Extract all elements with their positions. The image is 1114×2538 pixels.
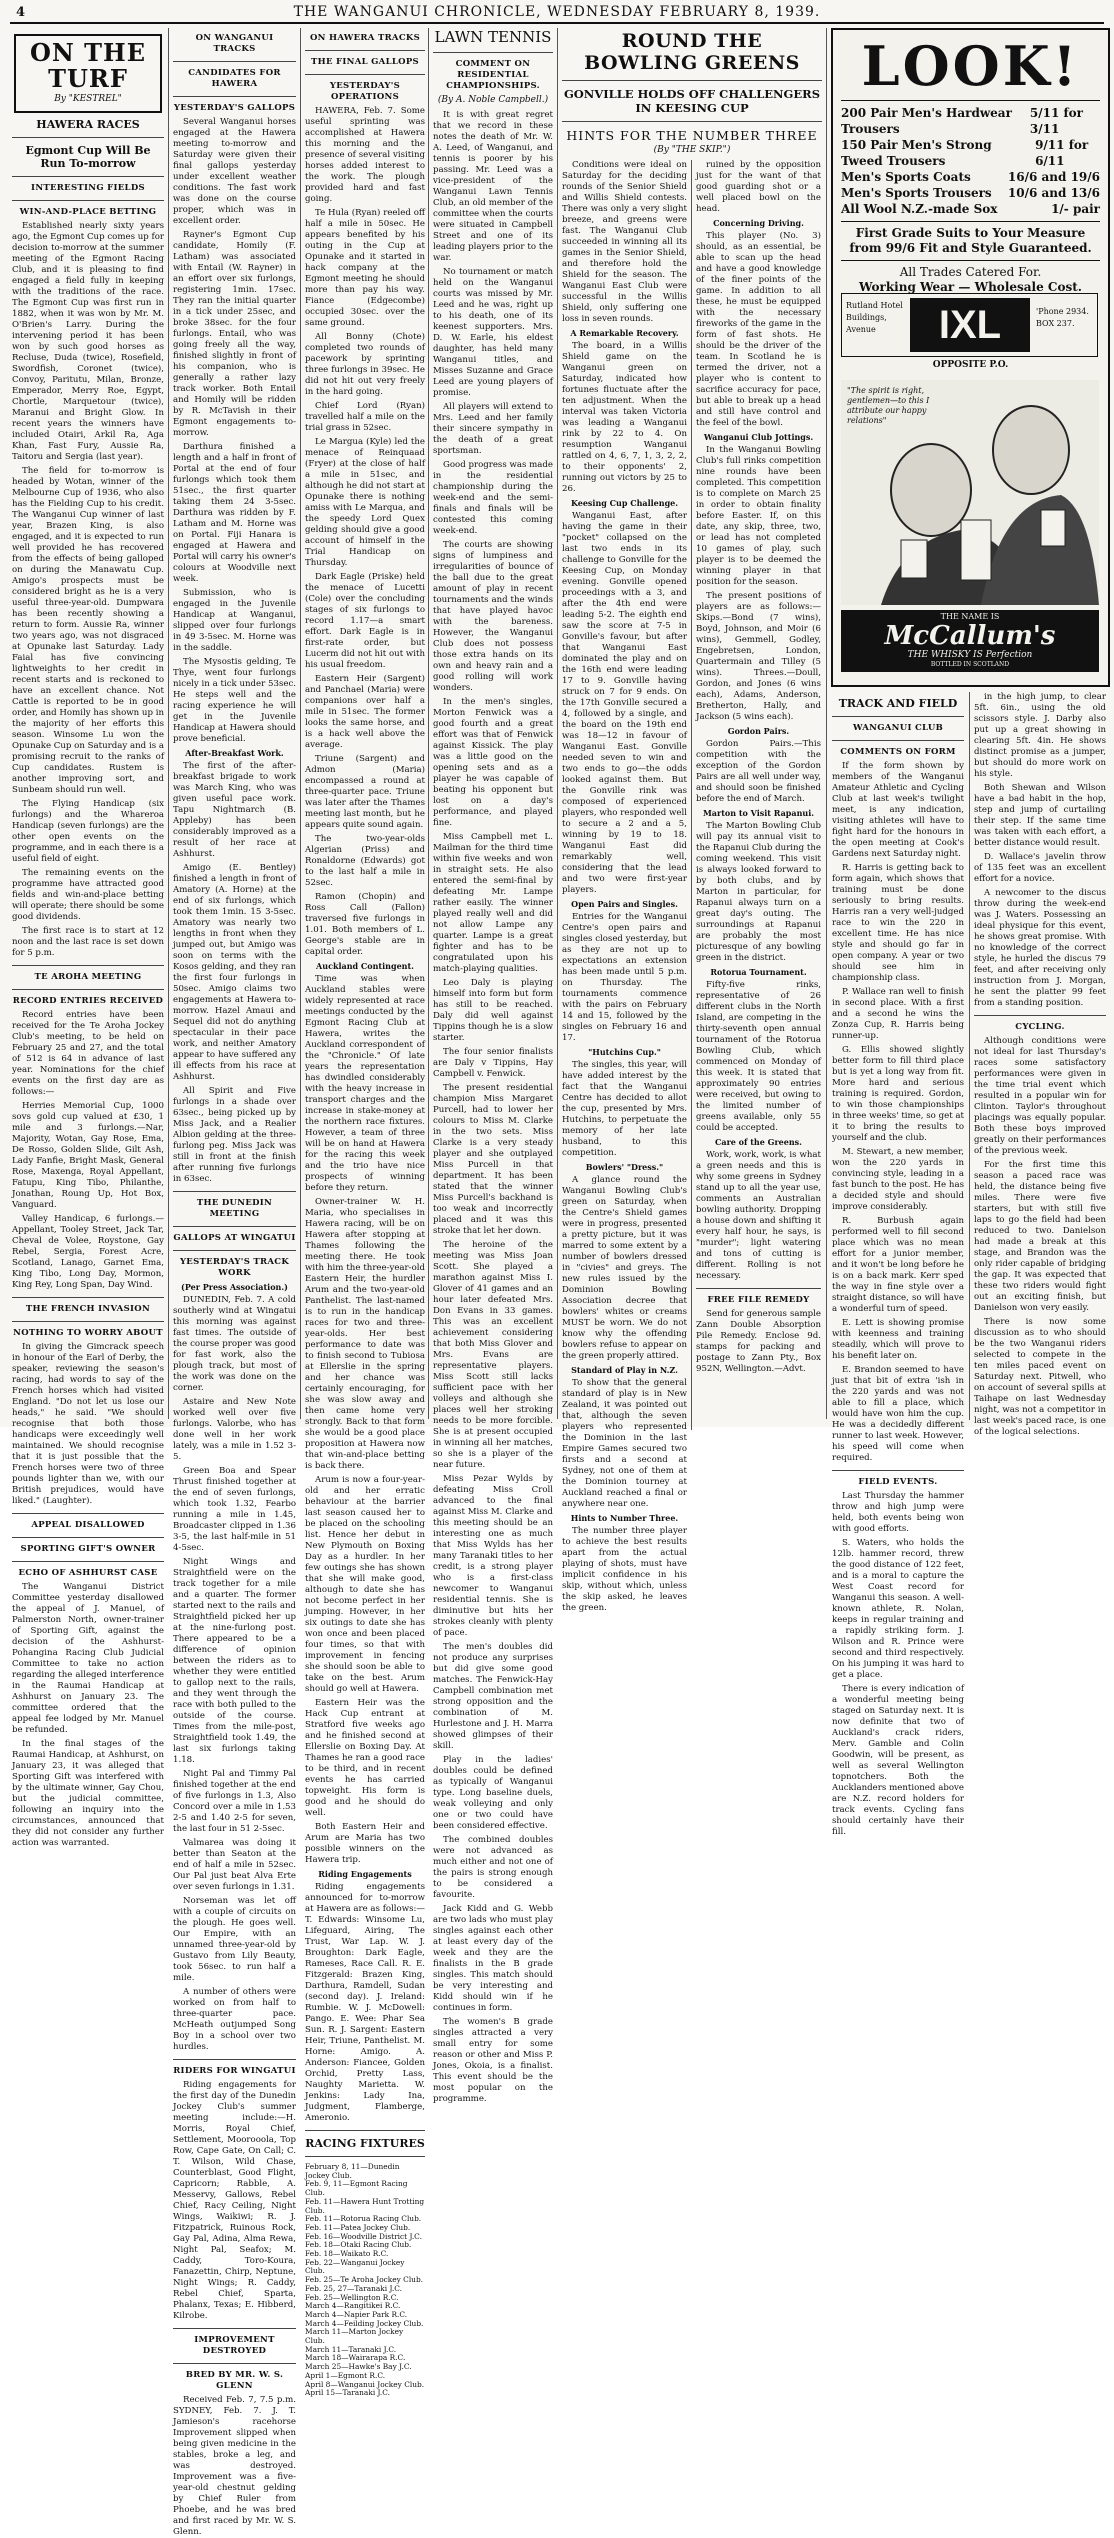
trades-text: All Trades Catered For. [899,265,1042,279]
article-paragraph: The heroine of the meeting was Miss Joan Scott. She played a marathon against Miss I. Glover of 41 games and an hour later defeated Mrs. Don Evans in 33 games. This was an excellent achievement considering that both Miss Glover and Mrs. Evans are representative players. Miss Scott still lacks sufficient pace with her volleys and although she places well her stroking needs to be more forcible. She is at present occupied in winning all her matches, so she is a player of the near future. [433,1240,553,1470]
article-paragraph: Eastern Heir (Sargent) and Panchael (Maria) were companions over half a mile in 51sec. The former looks the same horse, and is a hack well above the average. [305,674,425,750]
price-line-label: Men's Sports Trousers [841,186,992,200]
track-field-section [832,692,1107,1837]
fixture-item: Feb. 18—Otaki Racing Club. [305,2240,412,2250]
article-paragraph: Darthura finished a length and a half in front of Portal at the end of four furlongs which took them 51sec., the first quarter taking them 24 3-5sec. Darthura was ridden by F. Latham and M. Horne was on Portal. Fiji Hanara is engaged at Hawera and Portal will carry his owner's colours at Woodville next week. [173,442,296,584]
article-paragraph: All players will extend to Mrs. Leed and her family their sincere sympathy in the death of a great sportsman. [433,402,553,456]
fixtures-list [305,2163,425,2398]
article-paragraph: The board, in a Willis Shield game on the Wanganui green on Saturday, indicated how fortunes fluctuate after the ten adjustment. When the interval was taken Victoria was leading a Wanganui rink by 22 to 4. On resumption Wanganui rattled on 4, 6, 7, 1, 3, 2, 2, to their opponents' 2, running out victors by 25 to 26. [562,341,687,494]
article-paragraph: The Wanganui District Committee yesterday disallowed the appeal of J. Manuel, of Palmerston North, owner-trainer of Sporting Gift, against the decision of the Ashhurst-Pohangina Racing Club Judicial Committee to take no action regarding the alleged interference in the Raumai Handicap at Ashhurst on January 23. The committee ordered that the appeal fee lodged by Mr. Manuel be refunded. [12,1582,164,1735]
subheading: Rotorua Tournament. [710,967,807,977]
article-paragraph: The present residential champion Miss Margaret Purcell, had to lower her colours to Miss M. Clarke in the two sets. Miss Clarke is a very steady player and she outplayed Miss Purcell in that department. It has been stated that the winner Miss Purcell's backhand is too weak and incorrectly placed and it was this stroke that let her down. [433,1083,553,1236]
article-paragraph: The men's doubles did not produce any surprises but did give some good matches. The Fenwick-Hay Campbell combination met strong opposition and the combination of M. Hurlestone and J. H. Marra showed glimpses of their skill. [433,1642,553,1751]
article-paragraph: The field for to-morrow is headed by Wotan, winner of the Melbourne Cup of 1936, who also has the Fielding Cup to his credit. The Wanganui Cup winner of last year, Brazen King, is also engaged, and it is expected to run well provided he has recovered from the effects of being galloped on during the Manawatu Cup. Amigo's prospects must be considered bright as he is a very useful three-year-old. Dumpwara has been recently showing a return to form. Aussie Ra, winner two years ago, was not disgraced at Opunake last Saturday. Lady Faial has five convincing lightweights to her credit in recent starts and is reckoned to have an excellent chance. Not Cattle is reported to be in good order, and Homily has shown up in the majority of her efforts this season. Winsome Lu won the Opunake Cup on Saturday and is a promising recruit to the ranks of Cup candidates. Rustem is another improving sort, and Sunbeam should run well. [12,466,164,795]
article-paragraph: S. Waters, who holds the 12lb. hammer record, threw the good distance of 122 feet, and is a moral to capture the West Coast record for Wanganui this season. A well-known athlete, R. Nolan, keeps in regular training and a rapidly striking form. J. Wilson and R. Prince were second and third respectively. On his jumping it was hard to get a place. [832,1538,964,1680]
article-paragraph: The remaining events on the programme have attracted good fields and win-and-place betting will operate; there should be some good dividends. [12,868,164,922]
article-paragraph: D. Wallace's javelin throw of 135 feet was an excellent effort for a novice. [974,852,1106,884]
price-line-price: 1/- pair [1051,202,1100,216]
article-paragraph: Night Pal and Timmy Pal finished together at the end of five furlongs in 1.3, Also Concord over a mile in 1.53 2-5 and 1.40 2-5 for seven, the last four in 51 2-5sec. [173,1769,296,1834]
article-paragraph: Established nearly sixty years ago, the Egmont Cup comes up for decision to-morrow at the summer meeting of the Egmont Racing Club, and it is pleasing to find engaged a field fully in keeping with the traditions of the race. The Egmont Cup was first run in 1882, when it was won by Mr. M. O'Brien's Larry. During the intervening period it has been won by such good horses as Recluse, Duda (twice), Rosefield, Swordfish, Coronet (twice), Convoy, Paritutu, Milan, Bronze, Emperador, Merry Roe, Egypt, Chortle, Marquetour (twice), Maranui and Bright Glow. In recent years the winners have included Otairi, Arkil Ra, Aga Khan, Fast Fury, Aussie Ra, Taitoru and Sergia (last year). [12,221,164,462]
riding-engagements-heading: Riding Engagements [318,1869,412,1879]
subheading: Marton to Visit Rapanui. [702,808,815,818]
turf-title: ON THE TURF [29,38,147,93]
column-rule [168,28,169,1419]
article-paragraph: E. Lett is showing promise with keenness and training steadily, which will prove to his benefit later on. [832,1318,964,1361]
article-paragraph: This player (No. 3) should, as an essential, be able to scan up the head and have a good knowledge of the finer points of the game. In addition to all these, he must be equipped with the necessary fireworks of the game in the form of fast shots. He should be the driver of the team. In Scotland he is termed the driver, not a player who is content to sacrifice accuracy for pace, but able to break up a head and still have control and the feel of the bowl. [696,231,821,428]
price-line [833,169,1108,185]
article-paragraph: In the Wanganui Bowling Club's full rinks competition nine rounds have been completed. This competition is to complete on March 25 in order to obtain finality before Easter. If, on this date, any skip, three, two, or lead has not completed 10 games of play, such player is to be deemed the winning player in that position for the season. [696,445,821,587]
article-paragraph: No tournament or match held on the Wanganui courts was missed by Mr. Leed and he was, right up to his death, one of its keenest supporters. Mrs. D. W. Earle, his eldest daughter, has held many Wanganui titles, and Misses Suzanne and Grace Leed are young players of promise. [433,267,553,398]
article-paragraph: Night Wings and Straightfield were on the track together for a mile and a quarter. The former started next to the rails and Straightfield picked her up at the nine-furlong post. There appeared to be a difference of opinion between the riders as to whether they were entitled to gallop next to the rails, and they went through the race with both pulled to the outside of the course. Times from the mile-post, Straightfield took 1.49, the last six furlongs taking 1.18. [173,1557,296,1765]
article-paragraph: All Spirit and Five furlongs in a shade over 63sec., being picked up by Miss Jack, and a Realier Albion gelding at the three-furlong peg. Miss Jack was still in front at the finish after running five furlongs in 63sec. [173,1086,296,1184]
subheading: Bowlers' "Dress." [585,1162,664,1172]
article-paragraph: The courts are showing signs of lumpiness and irregularities of bounce of the ball due to the great amount of play in recent tournaments and the winds that have played havoc with the bareness. However, the Wanganui Club does not possess those extra hands on its own and heavy rain and a good rolling will work wonders. [433,540,553,693]
article-paragraph: In the men's singles, Morton Fenwick was a good fourth and a great effort was that of Fenwick against Kissick. The play was a little good on the opening sets and as a player he was capable of beating his opponent but lost on a day's performance, and played fine. [433,697,553,828]
mccallum-brand: McCallum's [884,621,1056,651]
article-paragraph: Both Shewan and Wilson have a bad habit in the hop, step and jump of curtailing their step. If the same time was taken with each effort, a better distance would result. [974,783,1106,848]
turf-byline: By "KESTREL" [54,94,122,104]
bred-by-heading: BRED BY MR. W. S. GLENN [185,2370,284,2391]
lawn-tennis-column [433,28,553,2104]
article-paragraph: Le Margua (Kyle) led the menace of Reinquaad (Fryer) at the close of half a mile in 51sec, and although he did not start at Opunake there is nothing amiss with Le Marqua, and the speedy Lord Quex gelding should give a good account of himself in the Trial Handicap on Thursday. [305,437,425,568]
bowling-right-column [696,160,821,1430]
wingatui-gallops-heading: GALLOPS AT WINGATUI [173,1233,296,1243]
fixture-item: April 1—Egmont R.C. [305,2370,386,2380]
article-paragraph: In the final stages of the Raumai Handicap, at Ashhurst, on January 23, it was alleged that Sporting Gift was interfered with by the ultimate winner, Gay Chou, but the judicial committee, following an inquiry into the circumstances, announced that they did not consider any further action was warranted. [12,1739,164,1848]
price-line-label: All Wool N.Z.-made Sox [841,202,998,216]
price-line-label: 200 Pair Men's Hardwear Trousers [841,106,1012,136]
article-paragraph: In giving the Gimcrack speech in honour of the Earl of Derby, the speaker, reviewing the season's racing, had words to say of the French horses which had visited England. "Do not let us lose our heads," he said. "We should recognise that both those handicaps were exceedingly well maintained. We should recognise that it is just possible that the French horses were two of three pounds lighter than we, with our British prejudices, would have liked." (Laughter). [12,1342,164,1506]
bowling-title: ROUND THE BOWLING GREENS [584,30,800,74]
advertisement-text: Send for generous sample Zann Double Absorption Pile Remedy. Enclose 9d. stamps for packing and postage to Zann Pty., Box 952N, Wellington.—Advt. [696,1309,821,1374]
clothing-advertisement [831,28,1110,687]
article-paragraph: Fifty-five rinks, representative of 26 different clubs in the North Island, are competing in the thirty-seventh open annual tournament of the Rotorua Bowling Club, which commenced on Monday of this week. It is stated that approximately 90 entries were received, but owing to the limited number of greens available, only 55 could be accepted. [696,980,821,1133]
ixl-logo-block [841,293,1098,357]
price-line-price: 5/11 for 3/11 [1029,106,1083,136]
fixture-item: Feb. 11—Hawera Hunt Trotting Club. [305,2196,425,2215]
wanganui-tracks-heading: ON WANGANUI TRACKS [195,33,274,54]
fixture-item: March 18—Wairarapa R.C. [305,2353,406,2363]
article-paragraph: G. Ellis showed slightly better form to fill third place but is yet a long way from fit. More hard and serious training is required. Gordon, to win those championships in three weeks' time, so get at it to bring the results to yourself and the club. [832,1045,964,1143]
article-paragraph: Play in the ladies' doubles could be defined as typically of Wanganui type. Long baseline duels, weak volleying and only one or two could have been considered effective. [433,1755,553,1831]
article-paragraph: Valley Handicap, 6 furlongs.—Appellant, Tooley Street, Jack Tar, Cheval de Volee, Roystone, Gay Rebel, Sergia, Forest Acre, Scotland, Lanago, Garnet Ema, King Tibo, Long Day, Mormon, King Rey, Long Span, Day Wind. [12,1214,164,1290]
improvement-destroyed-heading: IMPROVEMENT DESTROYED [194,2335,275,2356]
measure-text: First Grade Suits to Your Measure from 99/6 Fit and Style Guaranteed. [849,226,1092,255]
subheading: Hints to Number Three. [570,1513,679,1523]
fixture-item: February 8, 11—Dunedin Jockey Club. [305,2162,400,2180]
article-paragraph: Norseman was let off with a couple of circuits on the plough. He goes well. Our Empire, with an unnamed three-year-old by Gustavo from Lily Beauty, took 56sec. to run half a mile. [173,1896,296,1983]
turf-title-box [14,34,162,113]
fixture-item: March 25—Hawke's Bay J.C. [305,2362,412,2372]
interesting-fields-heading: INTERESTING FIELDS [31,183,145,193]
article-paragraph: Good progress was made in the residential championship during the week-end and the semi-finals and finals will be contested this coming week-end. [433,460,553,536]
newspaper-title: THE WANGANUI CHRONICLE, WEDNESDAY FEBRUARY 8, 1939. [293,4,821,20]
fixture-item: Feb. 25—Wellington R.C. [305,2292,399,2302]
article-paragraph: Jack Kidd and G. Webb are two lads who must play singles against each other at least every day of the week and they are the finalists in the B grade singles. This match should be very interesting and Kidd should win if he continues in form. [433,1904,553,2013]
article-paragraph: Valmarea was doing it better than Seaton at the end of half a mile in 52sec. Our Pal just beat Alva Erte over seven furlongs in 1.31. [173,1838,296,1892]
men-toasting-illustration [841,380,1099,605]
french-invasion-heading: THE FRENCH INVASION [25,1304,151,1314]
ixl-phone: 'Phone 2934. BOX 237. [1036,307,1089,328]
comments-on-form-heading: COMMENTS ON FORM [840,747,956,757]
fixture-item: March 4—Napier Park R.C. [305,2309,408,2319]
article-paragraph: There is now some discussion as to who should be the two Wanganui riders selected to compete in the ten miles paced event on Saturday next. Pitwell, who on account of several spills at Taihape on last Wednesday night, was not a competitor in last week's paced race, is one of the logical selections. [974,1317,1106,1437]
fixture-item: Feb. 11—Rotorua Racing Club. [305,2214,422,2224]
article-paragraph: Eastern Heir was the Hack Cup entrant at Stratford five weeks ago and he finished second at Ellerslie on Boxing Day. At Thames he ran a good race to be third, and in recent events he has carried topweight. His form is good and he should do well. [305,1698,425,1818]
tennis-byline: (By A. Noble Campbell.) [437,95,549,105]
subheading: Wanganui Club Jottings. [703,432,814,442]
subheading: "Hutchins Cup." [588,1047,661,1057]
article-paragraph: Arum is now a four-year-old and her erratic behaviour at the barrier last season caused her to be placed on the schooling list. Hence her debut in New Plymouth on Boxing Day as a hurdler. In her few outings she has shown that she will make good, although to date she has not become perfect in her jumping. However, in her six outings to date she has won once and been placed four times, so that with improvement in fencing she should soon be able to take on the best. Arum should go well at Hawera. [305,1475,425,1694]
article-paragraph: Submission, who is engaged in the Juvenile Handicap at Wanganui, slipped over four furlongs in 49 3-5sec. M. Horne was in the saddle. [173,588,296,653]
article-paragraph: Rayner's Egmont Cup candidate, Homily (F. Latham) was associated with Entail (W. Rayner) in an effort over six furlongs, registering 1min. 17sec. They ran the initial quarter in a tick under 25sec, and broke 38sec. for the four furlongs. Entail, who was going freely all the way, finished slightly in front of his companion, who is generally a rather lazy track worker. Both Entail and Homily will be ridden by R. McTavish in their Egmont engagements to-morrow. [173,230,296,438]
article-paragraph: The number three player to achieve the best results apart from the actual playing of shots, must have implicit confidence in his skip, without which, unless the skip asked, he leaves the green. [562,1526,687,1613]
bowling-byline: (By "THE SKIP.") [653,145,731,155]
cycling-heading: CYCLING. [1015,1022,1065,1032]
article-paragraph: Conditions were ideal on Saturday for the deciding rounds of the Senior Shield and Willis Shield contests. There was only a very slight breeze, and greens were fast. The Wanganui Club succeeded in winning all its games in the Senior Shield, and therefore hold the Shield for the season. The Wanganui East Club were successful in the Willis Shield, only suffering one loss in seven rounds. [562,160,687,324]
fixture-item: Feb. 25—Te Aroha Jockey Club. [305,2275,424,2285]
column-rule [557,28,558,1419]
turf-column [12,28,164,1848]
egmont-cup-heading: Egmont Cup Will Be Run To-morrow [25,144,151,170]
track-work-heading: YESTERDAY'S TRACK WORK [179,1257,290,1278]
fixture-item: Feb. 9, 11—Egmont Racing Club. [305,2179,408,2198]
article-paragraph: It is with great regret that we record in these notes the death of Mr. W. A. Leed, of Wanganui, and tennis is poorer by his passing. Mr. Leed was a vice-president of the Wanganui Lawn Tennis Club, an old member of the committee when the courts were situated in Campbell Street and one of its leading players prior to the war. [433,110,553,263]
fixture-item: April 8—Wanganui Jockey Club. [305,2379,425,2389]
subheading: Concerning Driving. [713,218,804,228]
hawera-tracks-column [305,28,425,2398]
bowling-left-column [562,160,687,1613]
te-aroha-heading: TE AROHA MEETING [34,972,142,982]
appeal-heading: APPEAL DISALLOWED [31,1520,145,1530]
price-line-label: Men's Sports Coats [841,170,971,184]
article-paragraph: Herries Memorial Cup, 1000 sovs gold cup valued at £30, 1 mile and 3 furlongs.—Nar, Majority, Wotan, Gay Rose, Ema, De Rosso, Golden Slide, Gilt Ash, Lady Fanfie, Bright Mask, General Rose, Maxenga, Royal Appellant, Fatupu, King Tibo, Philanthe, Jonathan, Roung Up, Hot Box, Vanguard. [12,1101,164,1210]
nothing-to-worry-heading: NOTHING TO WORRY ABOUT [13,1328,163,1338]
article-paragraph: The four senior finalists are Daly v Tippins, Hay Campbell v. Fenwick. [433,1047,553,1079]
track-right-column [974,692,1106,1437]
field-events-heading: FIELD EVENTS. [858,1477,938,1487]
subheading: Care of the Greens. [715,1137,802,1147]
candidates-heading: CANDIDATES FOR HAWERA [188,68,281,89]
article-paragraph: Riding engagements announced for to-morrow at Hawera are as follows:—T. Edwards: Winsome Lu, Lifeguard, Airing, The Trust, War Lap. W. J. Broughton: Dark Eagle, Rameses, Race Call. R. E. Fitzgerald: Brazen King, Darthura, Ramdell, Sudan (second day). J. Ireland: Rumbie. W. J. McDowell: Pango. E. Wee: Phar Sea Sun. R. J. Sargent: Eastern Heir, Triune, Panthelist. M. Horne: Amigo. A. Anderson: Fiancee, Golden Orchid, Pretty Lass, Naughty Marietta. W. Jenkins: Lady Ina, Judgment, Flamberge, Ameronio. [305,1882,425,2123]
article-paragraph: If the form shown by members of the Wanganui Amateur Athletic and Cycling Club at last week's twilight meet, is any indication, visiting athletes will have to fight hard for the honours in the open meeting at Cook's Gardens next Saturday night. [832,761,964,859]
article-paragraph: Time was when Auckland stables were widely represented at race meetings conducted by the Egmont Racing Club at Hawera, writes the Auckland correspondent of the "Chronicle." Of late years the representation has dwindled considerably with the heavy increase in transport charges and the increase in stake-money at the northern race fixtures. However, a team of three will be on hand at Hawera for the racing this week and the trio have nice prospects of winning before they return. [305,974,425,1193]
article-paragraph: The Marton Bowling Club will pay its annual visit to the Rapanui Club during the coming weekend. This visit is always looked forward to by both clubs, and by Marton in particular, for Rapanui always turn on a great day's outing. The surroundings at Rapanui are probably the most picturesque of any bowling green in the district. [696,821,821,963]
article-paragraph: Several Wanganui horses engaged at the Hawera meeting to-morrow and Saturday were given their final gallops yesterday under excellent weather conditions. The fast work was done on the course proper, which was in excellent order. [173,117,296,226]
wanganui-club-heading: WANGANUI CLUB [852,723,944,733]
article-paragraph: Received Feb. 7, 7.5 p.m. SYDNEY, Feb. 7. J. T. Jamieson's racehorse Improvement slipped when being given medicine in the stables, broke a leg, and was destroyed. Improvement was a five-year-old chestnut gelding by Chief Ruler from Phoebe, and he was bred and first raced by Mr. W. S. Glenn. [173,2395,296,2537]
hawera-tracks-heading: ON HAWERA TRACKS [309,33,421,43]
auckland-contingent-heading: Auckland Contingent. [316,961,414,971]
article-paragraph: The women's B grade singles attracted a very small entry for some reason or other and Miss P. Jones, Okoia, is a finalist. This event should be the most popular on the programme. [433,2017,553,2104]
working-wear-text: Working Wear — Wholesale Cost. [859,280,1082,294]
ixl-logo: IXL [910,298,1030,352]
article-paragraph: The two-year-olds Algerian (Priss) and Ronaldorne (Edwards) got to the last half a mile in 52sec. [305,834,425,888]
fixture-item: March 4—Feilding Jockey Club. [305,2318,424,2328]
article-paragraph: To show that the general standard of play is in New Zealand, it was pointed out that, although the seven players who represented the Dominion in the last Empire Games secured two firsts and a second at Sydney, not one of them at the Dominion tourney at Auckland reached a final or anywhere near one. [562,1378,687,1509]
ad-quote: "The spirit is right, gentlemen—to this I attribute our happy relations" [847,386,930,425]
riders-wingatui-heading: RIDERS FOR WINGATUI [173,2066,296,2076]
mccallum-banner [841,610,1099,672]
name-is-text: THE NAME IS [940,612,1000,621]
article-paragraph: All Bonny (Chote) completed two rounds of pacework by sprinting three furlongs in 39sec. He did not hit out very freely in the hard going. [305,332,425,397]
article-paragraph: HAWERA, Feb. 7. Some useful sprinting was accomplished at Hawera this morning and the presence of several visiting horses added interest to the work. The plough provided hard and fast going. [305,106,425,204]
article-paragraph: Miss Campbell met L. Mailman for the third time within five weeks and won in straight sets. He also entered the semi-final by defeating Mr. Lampe rather easily. The winner played really well and did not allow Lampe any quarter. Lampe is a great fighter and has to be congratulated upon his match-playing qualities. [433,832,553,974]
fixture-item: Feb. 16—Woodville District J.C. [305,2231,422,2241]
final-gallops-heading: THE FINAL GALLOPS [311,57,419,67]
yesterdays-gallops-heading: YESTERDAY'S GALLOPS [173,103,296,113]
article-paragraph: M. Stewart, a new member, won the 220 yards in convincing style, leading in a fast bunch to the post. He has a decided style and should improve considerably. [832,1147,964,1212]
article-paragraph: Work, work, work, is what a green needs and this is why some greens in Sydney stand up to all the year use, comments an Australian bowling authority. Dropping a house down and shifting it every half hour, he says, is "murder"; light watering and tons of cutting is different. Rolling is not necessary. [696,1150,821,1281]
sporting-gift-heading: SPORTING GIFT'S OWNER [20,1544,156,1554]
betting-heading: WIN-AND-PLACE BETTING [19,207,157,217]
price-line-label: 150 Pair Men's Strong Tweed Trousers [841,138,992,168]
article-paragraph: Entries for the Wanganui Centre's open pairs and singles closed yesterday, but as they are not up to expectations an extension has been made until 5 p.m. on Thursday. The tournaments commence with the pairs on February 14 and 15, followed by the singles on February 16 and 17. [562,912,687,1043]
dunedin-heading: THE DUNEDIN MEETING [196,1198,273,1219]
article-paragraph: Although conditions were not ideal for last Thursday's races some satisfactory performances were given in the time trial event which resulted in a popular win for Clinton. Taylor's throughout placings was equally popular. Both these boys improved greatly on their performances of the previous week. [974,1036,1106,1156]
article-paragraph: The first race is to start at 12 noon and the last race is set down for 5 p.m. [12,926,164,958]
article-paragraph: Green Boa and Spear Thrust finished together at the end of seven furlongs, which took 1.32, Fearbo running a mile in 1.45, Broadcaster clipped in 1.36 3-5, the last half-mile in 51 4-5sec. [173,1466,296,1553]
whisky-text: THE WHISKY IS Perfection [907,650,1033,660]
masthead [0,0,1114,24]
article-paragraph: The Flying Handicap (six furlongs) and the Whareroa Handicap (seven furlongs) are the other open events on the programme, and in each there is a useful field of eight. [12,799,164,864]
article-paragraph: P. Wallace ran well to finish in second place. With a first and a second he wins the Zonza Cup, R. Harris being runner-up. [832,987,964,1041]
fixture-item: April 15—Taranaki J.C. [305,2388,391,2398]
article-paragraph: in the high jump, to clear 5ft. 6in., using the old scissors style. J. Darby also put up a great showing in clearing 5ft. 4in. He shows distinct promise as a jumper, but should do more work on his style. [974,692,1106,779]
hawera-races-heading: HAWERA RACES [36,118,140,131]
price-line [833,137,1108,169]
subheading: A Remarkable Recovery. [570,328,679,338]
price-line-price: 16/6 and 19/6 [1007,170,1100,184]
article-paragraph: Triune (Sargent) and Admon (Maria) encompassed a round at three-quarter pace. Triune was later after the Thames meeting last month, but he appears quite sound again. [305,754,425,830]
page-number: 4 [16,5,26,20]
article-paragraph: Astaire and New Note worked well over five furlongs. Valorbe, who has done well in her work lately, was a mile in 1.52 3-5. [173,1397,296,1462]
column-rule [428,28,429,1419]
article-paragraph: Owner-trainer W. H. Maria, who specialises in Hawera racing, will be on Hawera after stopping at Thames following the meeting there. He took with him the three-year-old Eastern Heir, the hurdler Arum and the two-year-old Panthelist. The last-named is to run in the handicap races for two and three-year-olds. Her best performance to date was to finish second to Tubiosa at Ellerslie in the spring and her chance was certainly encouraging, for she was slow away and then came home very strongly. Back to that form she would be a good place proposition at Hawera now that win-and-place betting is back there. [305,1197,425,1471]
article-paragraph: E. Brandon seemed to have just that bit of extra 'ish in the 220 yards and was not able to fill a place, which would have won him the cup. He was a decidedly different runner to last week. However, his speed will come when required. [832,1365,964,1463]
article-paragraph: Wanganui East, after having the game in their "pocket" collapsed on the last two ends in its challenge to Gonville for the Keesing Cup, on Monday evening. Gonville opened proceedings with a 3, and after the 4th end were leading 5-2. The eighth end saw the score at 7-5 in Gonville's favour, but after that Wanganui East dominated the play and on the 16th end were leading 17 to 9. Gonville having struck on 7 for 9 ends. On the 17th Gonville secured a 4, followed by a single, and the board on the 19th end was 18—12 in favour of Wanganui East. Gonville needed seven to win and two ends to go—the odds looked against them. But the Gonville rink was composed of experienced players, who responded well to secure a 2 and a 5, winning by 19 to 18. Wanganui East did remarkably well, considering that the lead and two were first-year players. [562,511,687,895]
article-paragraph: Leo Daly is playing himself into form but form has still to be reached. Daly did well against Tippins though he is a slow starter. [433,978,553,1043]
article-paragraph: The first of the after-breakfast brigade to work was March King, who was given useful pace work. Tapu Nightmarch (B. Appleby) has been considerably improved as a result of her race at Ashhurst. [173,761,296,859]
article-paragraph: The Mysostis gelding, Te Thye, went four furlongs nicely in a tick under 53sec. He steps well and the racing experience he will get in the Juvenile Handicap at Hawera should prove beneficial. [173,657,296,744]
article-paragraph: Dark Eagle (Priske) held the menace of Lucetti (Cole) over the concluding stages of six furlongs to record 1.17—a smart effort. Dark Eagle is in first-rate order, but Lucerm did not hit out with his usual freedom. [305,572,425,670]
article-paragraph: There is every indication of a wonderful meeting being staged on Saturday next. It is now definite that two of Auckland's crack riders, Merv. Gamble and Colin Goodwin, will be present, as well as several Wellington topnotchers. Both the Aucklanders mentioned above are N.Z. record holders for track events. Cycling fans should certainly have their fill. [832,1684,964,1837]
fixture-item: March 4—Rangitikei R.C. [305,2301,401,2311]
article-paragraph: DUNEDIN, Feb. 7. A cold southerly wind at Wingatui this morning was against fast times. The outside of the course proper was good for fast work, also the plough track, but most of the work was done on the corner. [173,1295,296,1393]
subheading: Gordon Pairs. [727,726,790,736]
lawn-tennis-title: LAWN TENNIS [434,28,552,46]
article-paragraph: A newcomer to the discus throw during the week-end was J. Waters. Possessing an ideal physique for this event, he shows great promise. With no knowledge of the correct style, he hurled the discus 79 feet, and after receiving only instruction from J. Morgan, he sent the platter 99 feet from a standing position. [974,888,1106,1008]
ashhurst-heading: ECHO OF ASHHURST CASE [18,1568,158,1578]
wanganui-tracks-column [173,28,296,2537]
fixture-item: Feb. 25, 27—Taranaki J.C. [305,2283,402,2293]
article-paragraph: For the first time this season a paced race was held, the distance being five miles. There were five starters, but with still five laps to go the field had been reduced to two. Danielson had made a break at this stage, and Brandon was the only rider capable of bridging the gap. It was expected that these two riders would fight out an exciting finish, but Danielson won very easily. [974,1160,1106,1313]
fixture-item: Feb. 11—Patea Jockey Club. [305,2222,411,2232]
article-paragraph: Miss Pezar Wylds by defeating Miss Croll advanced to the final against Miss M. Clarke and this meeting should be an interesting one as much that Miss Wylds has her many Taranaki titles to her credit, is a strong player who is a first-class newcomer to Wanganui residential tennis. She is diminutive but hits her strokes cleanly with plenty of pace. [433,1474,553,1638]
ixl-address: Rutland Hotel Buildings, Avenue [846,301,903,334]
bowling-section [562,28,822,1613]
column-rule [826,28,827,1419]
subheading: Standard of Play in N.Z. [571,1365,678,1375]
press-association-note: (Per Press Association.) [181,1282,288,1292]
article-paragraph: Riding engagements for the first day of the Dunedin Jockey Club's summer meeting include:—H. Morris, Royal Chief, Settlement, Moorooola, Top Row, Cape Gate, On Call; C. T. Wilson, Wild Chase, Counterblast, Good Flight, Capricorn; Rabble, A. Messervy, Gallows, Rebel Chief, Racy Ceiling, Night Wings, Waikiwi; R. J. Fitzpatrick, Ruinous Rock, Gay Pal, Adina, Alma Rewa, Night Pal, Seafox; M. Caddy, Toro-Koura, Fanazettin, Chirp, Neptune, Night Wings; R. Caddy, Rebel Chief, Sparta, Phalanx, Texas; E. Hibberd, Kilrobe. [173,2080,296,2321]
operations-heading: YESTERDAY'S OPERATIONS [329,81,401,102]
fixture-item: Feb. 22—Wanganui Jockey Club. [305,2257,405,2276]
look-headline: LOOK! [861,34,1080,98]
price-line [833,201,1108,217]
article-paragraph: The combined doubles were not advanced as much either and not one of the pairs is strong enough to be considered a favourite. [433,1835,553,1900]
after-breakfast-heading: After-Breakfast Work. [185,748,284,758]
residential-championships-heading: COMMENT ON RESIDENTIAL CHAMPIONSHIPS. [446,59,540,91]
price-line-price: 9/11 for 6/11 [1035,138,1089,168]
fixture-item: March 11—Marton Jockey Club. [305,2327,404,2346]
article-paragraph: The present positions of players are as follows:— Skips.—Bond (7 wins), Boyd, Johnson, and Moir (6 wins), Gemmell, Godley, Engebretsen, London, Quartermain and Tilley (5 wins). Threes.—Doull, Gordon, and Jones (6 wins each), Adams, Anderson, Bretherton, Hally, and Jackson (5 wins each). [696,591,821,722]
article-paragraph: The singles, this year, will have added interest by the fact that the Wanganui Centre has decided to allot the cup, presented by Mrs. Hutchins, to perpetuate the memory of her late husband, to this competition. [562,1060,687,1158]
article-paragraph: Amigo (E. Bentley) finished a length in front of Amatory (A. Horne) at the end of six furlongs, which took them 1min. 15 3-5sec. Amatory was nearly two lengths in front when they jumped out, but Amigo was soon on terms with the Kosos gelding, and they ran the first four furlongs in 50sec. Amigo claims two engagements at Hawera to-morrow. Hazel Amaui and Sequel did not do anything spectacular in their pace work, and neither Amatory appear to have suffered any ill effects from his race at Ashhurst. [173,863,296,1082]
article-paragraph: Ramon (Chopin) and Ross Call (Fallon) traversed five furlongs in 1.01. Both members of L. George's stable are in capital order. [305,892,425,957]
article-paragraph: R. Burbush again performed well to fill second place which was no mean effort for a junior member, and it won't be long before he is on a back mark. Kerr sped the way in fine style over a straight distance, so will have a wonderful turn of speed. [832,1216,964,1314]
article-paragraph: Te Hula (Ryan) reeled off half a mile in 50sec. He appears benefited by his outing in the Cup at Opunake and it started in hack company at the Egmont meeting he should more than pay his way. Fiance (Edgecombe) occupied 30sec. over the same ground. [305,208,425,328]
bottled-text: BOTTLED IN SCOTLAND [930,661,1010,668]
article-paragraph: Gordon Pairs.—This competition with the exception of the Gordon Pairs are all well under way, and should soon be finished before the end of March. [696,739,821,804]
article-paragraph: ruined by the opposition just for the want of that good guarding shot or a well placed bowl on the head. [696,160,821,214]
fixture-item: Feb. 18—Waikato R.C. [305,2249,389,2259]
gonville-heading: GONVILLE HOLDS OFF CHALLENGERS IN KEESING CUP [563,87,821,115]
masthead-rule [10,22,1104,24]
price-line [833,105,1108,137]
racing-fixtures-heading: RACING FIXTURES [305,2137,425,2150]
article-paragraph: A glance round the Wanganui Bowling Club's green on Saturday, when the Centre's Shield games were in progress, presented a pretty picture, but it was marred to some extent by a number of bowlers dressed in "civies" and greys. The new rules issued by the Dominion Bowling Association decree that bowlers' whites or creams MUST be worn. We do not know why the offending bowlers refuse to appear on the green properly attired. [562,1175,687,1361]
article-paragraph: R. Harris is getting back to form again, which shows that training must be done seriously to bring results. Harris ran a very well-judged race to win the 220 in excellent time. He has nice style and should go far in open company. A year or two should see him in championship class. [832,863,964,983]
opposite-po: OPPOSITE P.O. [932,360,1009,370]
price-line [833,185,1108,201]
hints-heading: HINTS FOR THE NUMBER THREE [566,128,818,143]
track-left-column [832,692,964,1837]
record-entries-heading: RECORD ENTRIES RECEIVED [12,996,164,1006]
price-line-price: 10/6 and 13/6 [1007,186,1100,200]
track-field-heading: TRACK AND FIELD [838,697,958,710]
fixture-item: March 11—Taranaki J.C. [305,2344,397,2354]
subheading: Keesing Cup Challenge. [570,498,679,508]
price-list [833,105,1108,217]
subheading: Open Pairs and Singles. [571,899,678,909]
article-paragraph: Last Thursday the hammer throw and high jump were held, both events being won with good efforts. [832,1491,964,1534]
free-file-remedy-heading: FREE FILE REMEDY [707,1295,810,1305]
column-rule [300,28,301,1419]
article-paragraph: A number of others were worked on from half to three-quarter pace. McHeath outjumped Song Boy in a school over two hurdles. [173,1987,296,2052]
article-paragraph: Record entries have been received for the Te Aroha Jockey Club's meeting, to be held on February 25 and 27, and the total of 512 is 64 in advance of last year. Nominations for the chief events on the first day are as follows:— [12,1010,164,1097]
article-paragraph: Both Eastern Heir and Arum are Maria has two possible winners on the Hawera trip. [305,1822,425,1865]
article-paragraph: Chief Lord (Ryan) travelled half a mile on the trial grass in 52sec. [305,401,425,433]
